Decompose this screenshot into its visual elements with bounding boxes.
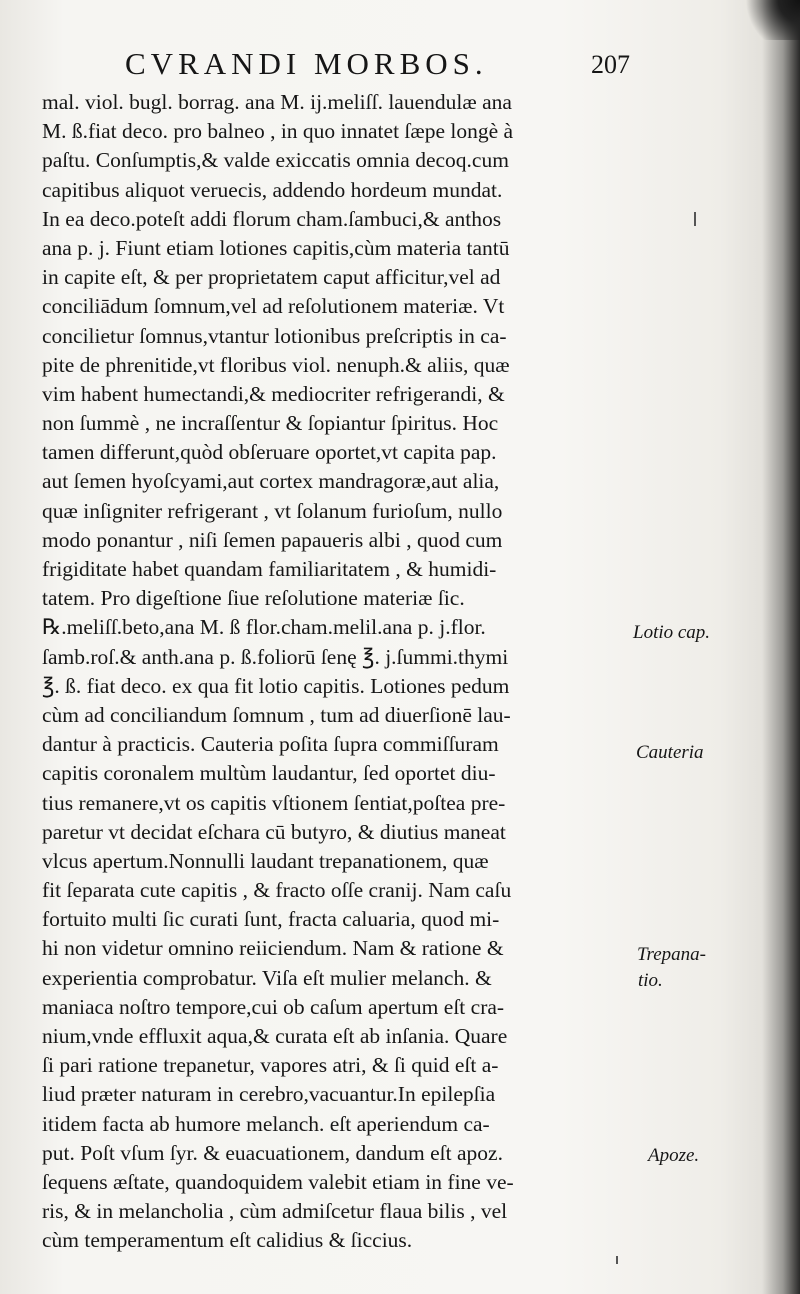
- text-line: vlcus apertum.Nonnulli laudant trepanationem, quæ: [42, 848, 489, 873]
- margin-note-trepanatio-2: tio.: [638, 970, 663, 991]
- text-line: liud præter naturam in cerebro,vacuantur.In epilepſia: [42, 1082, 496, 1107]
- text-line: ℥. ß. fiat deco. ex qua fit lotio capitis. Lotiones pedum: [42, 673, 510, 698]
- page-header: [125, 46, 630, 86]
- text-line: fortuito multi ſic curati ſunt, fracta caluaria, quod mi-: [42, 907, 500, 932]
- text-line: ana p. j. Fiunt etiam lotiones capitis,cùm materia tantū: [42, 235, 510, 260]
- page-corner-shadow: [740, 0, 800, 40]
- page-number: 207: [591, 50, 630, 79]
- text-line: ſamb.roſ.& anth.ana p. ß.foliorū ſenę ℥. j.ſummi.thymi: [42, 644, 509, 669]
- page-edge-shadow: [762, 0, 800, 1294]
- text-line: ſi pari ratione trepanetur, vapores atri, & ſi quid eſt a-: [42, 1053, 499, 1078]
- text-line: dantur à practicis. Cauteria poſita ſupra commiſſuram: [42, 732, 499, 757]
- text-line: ris, & in melancholia , cùm admiſcetur flaua bilis , vel: [42, 1199, 508, 1224]
- text-line: itidem facta ab humore melanch. eſt aperiendum ca-: [42, 1111, 490, 1136]
- text-line: concilietur ſomnus,vtantur lotionibus preſcriptis in ca-: [42, 323, 507, 348]
- text-line: cùm temperamentum eſt calidius & ſiccius.: [42, 1228, 413, 1253]
- text-line: conciliādum ſomnum,vel ad reſolutionem materiæ. Vt: [42, 294, 505, 319]
- running-head: CVRANDI MORBOS.: [125, 46, 488, 81]
- text-line: tius remanere,vt os capitis vſtionem ſentiat,poſtea pre-: [42, 790, 506, 815]
- text-line: quæ inſigniter refrigerant , vt ſolanum furioſum, nullo: [42, 498, 503, 523]
- text-line: ſequens æſtate, quandoquidem valebit etiam in fine ve-: [42, 1169, 514, 1194]
- text-line: In ea deco.poteſt addi florum cham.ſambuci,& anthos: [42, 206, 502, 231]
- text-line: in capite eſt, & per proprietatem caput afficitur,vel ad: [42, 265, 501, 290]
- text-line: non ſummè , ne incraſſentur & ſopiantur ſpiritus. Hoc: [42, 411, 499, 436]
- body-text: [42, 88, 622, 1256]
- text-line: aut ſemen hyoſcyami,aut cortex mandragoræ,aut alia,: [42, 469, 500, 494]
- text-line: vim habent humectandi,& mediocriter refrigerandi, &: [42, 381, 505, 406]
- ink-speck: [694, 212, 696, 226]
- margin-note-trepanatio-1: Trepana-: [637, 944, 706, 965]
- text-line: cùm ad conciliandum ſomnum , tum ad diuerſionē lau-: [42, 702, 511, 727]
- text-line: put. Poſt vſum ſyr. & euacuationem, dandum eſt apoz.: [42, 1140, 503, 1165]
- text-line: modo ponantur , niſi ſemen papaueris albi , quod cum: [42, 527, 503, 552]
- text-line: M. ß.fiat deco. pro balneo , in quo innatet ſæpe longè à: [42, 119, 514, 144]
- margin-note-apoze: Apoze.: [648, 1145, 700, 1166]
- text-line: fit ſeparata cute capitis , & fracto oſſe cranij. Nam caſu: [42, 878, 512, 903]
- text-line: tamen differunt,quòd obſeruare oportet,vt capita pap.: [42, 440, 497, 465]
- ink-speck: [616, 1256, 618, 1264]
- text-line: maniaca noſtro tempore,cui ob caſum apertum eſt cra-: [42, 994, 505, 1019]
- text-line: capitibus aliquot veruecis, addendo hordeum mundat.: [42, 177, 503, 202]
- text-line: ℞.meliſſ.beto,ana M. ß flor.cham.melil.ana p. j.flor.: [42, 615, 486, 640]
- text-line: pite de phrenitide,vt floribus viol. nenuph.& aliis, quæ: [42, 352, 510, 377]
- margin-note-cauteria: Cauteria: [636, 742, 704, 763]
- text-line: nium,vnde effluxit aqua,& curata eſt ab inſania. Quare: [42, 1024, 508, 1048]
- text-line: frigiditate habet quandam familiaritatem , & humidi-: [42, 557, 497, 581]
- margin-note-lotio: Lotio cap.: [633, 622, 711, 643]
- text-line: tatem. Pro digeſtione ſiue reſolutione materiæ ſic.: [42, 586, 465, 611]
- text-line: experientia comprobatur. Viſa eſt mulier melanch. &: [42, 965, 492, 990]
- text-line: paretur vt decidat eſchara cū butyro, & diutius maneat: [42, 819, 506, 844]
- text-line: paſtu. Conſumptis,& valde exiccatis omnia decoq.cum: [42, 148, 509, 173]
- text-line: capitis coronalem multùm laudantur, ſed oportet diu-: [42, 761, 496, 786]
- text-line: mal. viol. bugl. borrag. ana M. ij.meliſſ. lauendulæ ana: [42, 90, 512, 114]
- text-line: hi non videtur omnino reiiciendum. Nam & ratione &: [42, 936, 504, 961]
